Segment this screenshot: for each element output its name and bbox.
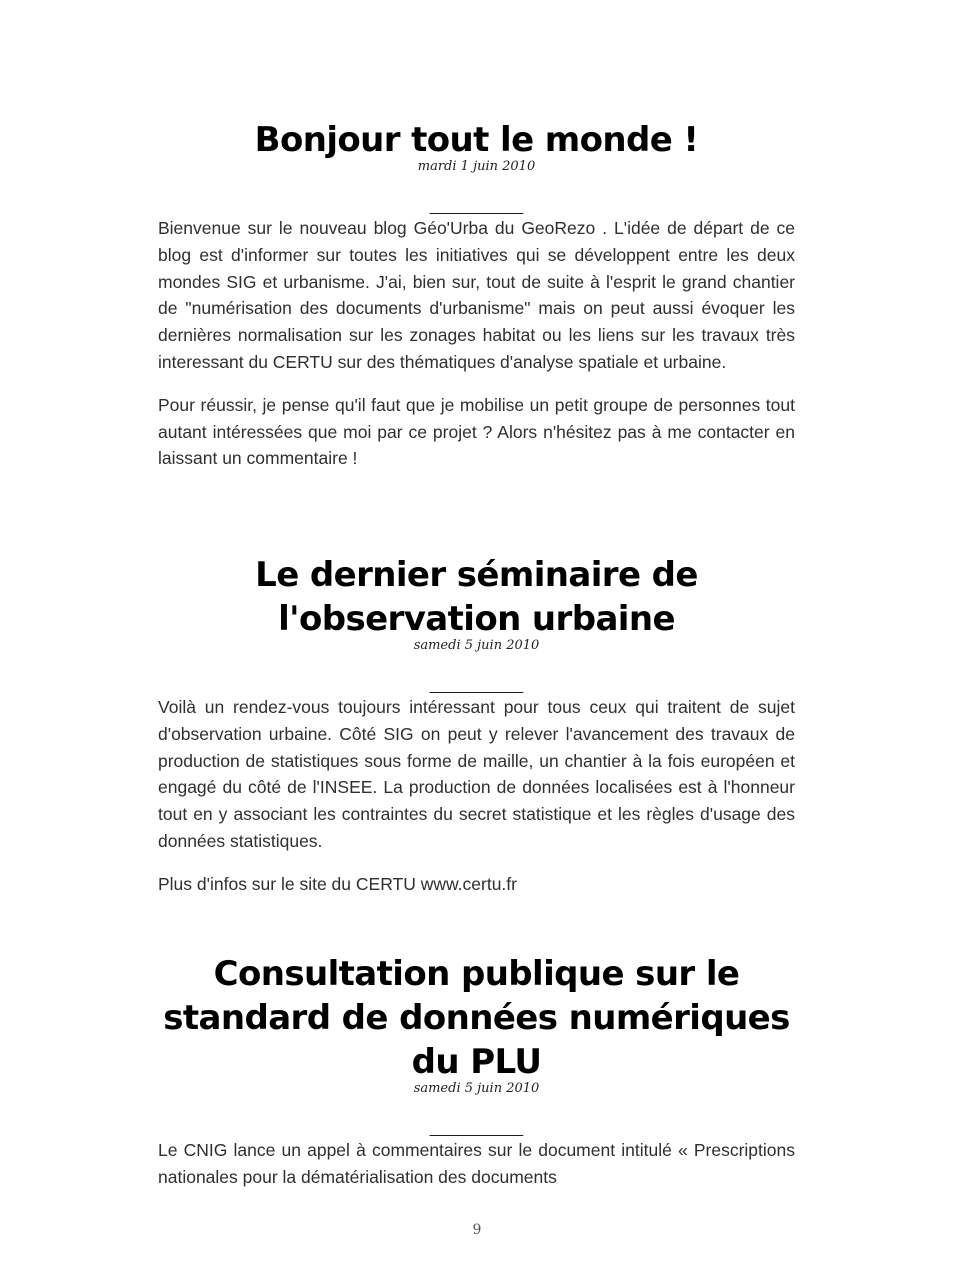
post-body (158, 694, 795, 898)
post-title: Le dernier séminaire de l'observation urbaine (255, 555, 698, 639)
post-body (158, 215, 795, 472)
post-separator: ____________ (429, 198, 524, 214)
post-title: Consultation publique sur le standard de données numériques du PLU (163, 954, 790, 1082)
post-paragraph: Bienvenue sur le nouveau blog Géo'Urba du GeoRezo . L'idée de départ de ce blog est d'informer sur toutes les initiatives qui se développent entre les deux mondes SIG et urbanisme. J'ai, bien sur, tout de suite à l'esprit le grand chantier de "numérisation des documents d'urbanisme" mais on peut aussi évoquer les dernières normalisation sur les zonages habitat ou les liens sur les travaux très interessant du CERTU sur des thématiques d'analyse spatiale et urbaine. (158, 218, 795, 372)
post-body (158, 1137, 795, 1191)
post-separator: ____________ (429, 1120, 524, 1136)
blog-post-3 (158, 952, 795, 1207)
post-date: samedi 5 juin 2010 (413, 1081, 540, 1096)
post-paragraph: Pour réussir, je pense qu'il faut que je mobilise un petit groupe de personnes tout autant intéressées que moi par ce projet ? Alors n'hésitez pas à me contacter en laissant un commentaire ! (158, 394, 795, 469)
blog-post-1 (158, 118, 795, 488)
post-paragraph: Voilà un rendez-vous toujours intéressant pour tous ceux qui traitent de sujet d'observation urbaine. Côté SIG on peut y relever l'avancement des travaux de production de statistiques sous forme de maille, un chantier à la fois européen et engagé du côté de l'INSEE. La production de données localisées est à l'honneur tout en y associant les contraintes du secret statistique et les règles d'usage des données statistiques. (158, 697, 795, 851)
blog-post-2 (158, 553, 795, 914)
page-number: 9 (472, 1222, 482, 1238)
post-date: samedi 5 juin 2010 (413, 638, 540, 653)
post-separator: ____________ (429, 677, 524, 693)
post-paragraph: Plus d'infos sur le site du CERTU www.certu.fr (158, 873, 517, 894)
post-title: Bonjour tout le monde ! (254, 120, 699, 160)
post-paragraph: Le CNIG lance un appel à commentaires sur le document intitulé « Prescriptions nationales pour la dématérialisation des documents (158, 1140, 795, 1187)
post-date: mardi 1 juin 2010 (417, 159, 536, 174)
